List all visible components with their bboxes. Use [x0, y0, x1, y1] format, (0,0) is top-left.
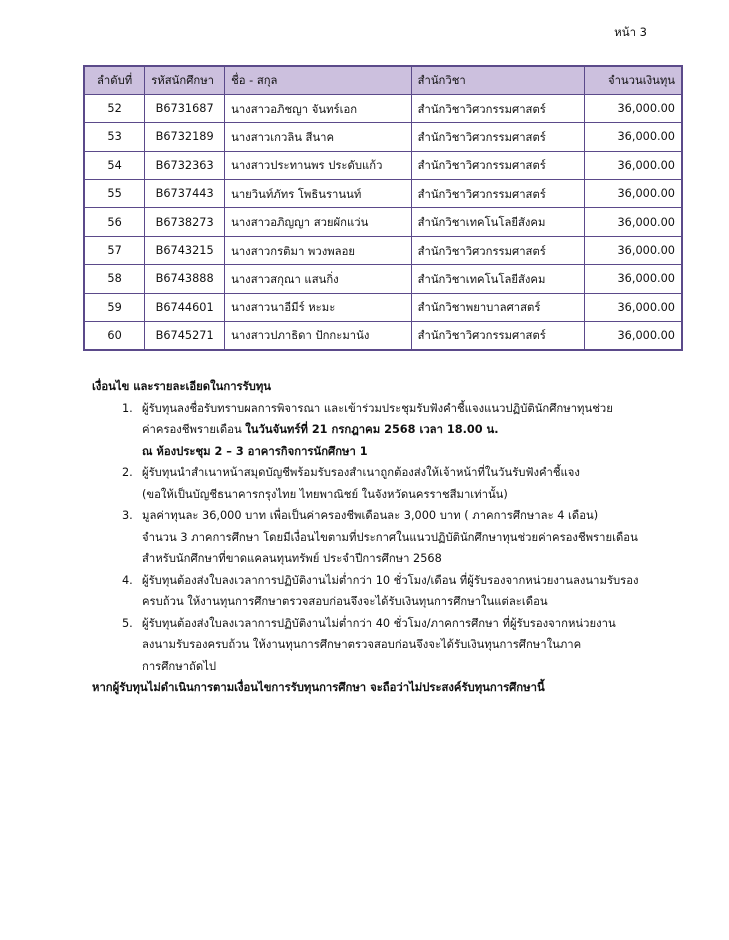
table-row: [84, 265, 682, 293]
table-body: [84, 94, 682, 350]
condition-line: [142, 634, 692, 656]
condition-number: 1.: [122, 401, 133, 415]
cell-school: สำนักวิชาเทคโนโลยีสังคม: [411, 208, 584, 236]
table-row: [84, 180, 682, 208]
cell-name: นายวินท์ภัทร โพธินรานนท์: [225, 180, 411, 208]
condition-line-emphasis: ณ ห้องประชุม 2 – 3 อาคารกิจการนักศึกษา 1: [142, 444, 368, 458]
cell-name: นางสาวกรติมา พวงพลอย: [225, 236, 411, 264]
cell-order: 56: [84, 208, 145, 236]
cell-student-id: B6731687: [145, 94, 225, 122]
table-row: [84, 208, 682, 236]
cell-school: สำนักวิชาวิศวกรรมศาสตร์: [411, 180, 584, 208]
condition-line-text: จำนวน 3 ภาคการศึกษา โดยมีเงื่อนไขตามที่ประกาศในแนวปฏิบัตินักศึกษาทุนช่วยค่าครองชีพรายเดือน: [142, 530, 638, 544]
cell-amount: 36,000.00: [584, 94, 682, 122]
condition-number: 4.: [122, 573, 133, 587]
cell-name: นางสาวปภาธิดา ปักกะมานัง: [225, 322, 411, 350]
table-row: [84, 123, 682, 151]
conditions-list: [92, 398, 692, 678]
condition-item: [92, 570, 692, 613]
cell-order: 57: [84, 236, 145, 264]
condition-line-text: สำหรับนักศึกษาที่ขาดแคลนทุนทรัพย์ ประจำปีการศึกษา 2568: [142, 552, 442, 565]
condition-line: [142, 527, 692, 549]
header-order: ลำดับที่: [84, 66, 145, 94]
condition-line-text: ผู้รับทุนต้องส่งใบลงเวลาการปฏิบัติงานไม่ต่ำกว่า 40 ชั่วโมง/ภาคการศึกษา ที่ผู้รับรองจากหน่วยงาน: [142, 616, 616, 630]
condition-line-text: ผู้รับทุนต้องส่งใบลงเวลาการปฏิบัติงานไม่ต่ำกว่า 10 ชั่วโมง/เดือน ที่ผู้รับรองจากหน่วยงานลงนามรับรอง: [142, 573, 639, 587]
cell-amount: 36,000.00: [584, 151, 682, 179]
cell-order: 52: [84, 94, 145, 122]
cell-order: 60: [84, 322, 145, 350]
condition-line: [142, 591, 692, 613]
cell-school: สำนักวิชาวิศวกรรมศาสตร์: [411, 322, 584, 350]
cell-school: สำนักวิชาวิศวกรรมศาสตร์: [411, 123, 584, 151]
condition-item: [92, 398, 692, 463]
cell-school: สำนักวิชาพยาบาลศาสตร์: [411, 293, 584, 321]
condition-line-text: ผู้รับทุนลงชื่อรับทราบผลการพิจารณา และเข้าร่วมประชุมรับฟังคำชี้แจงแนวปฏิบัตินักศึกษาทุนช่วย: [142, 401, 613, 415]
cell-school: สำนักวิชาวิศวกรรมศาสตร์: [411, 151, 584, 179]
cell-name: นางสาวประทานพร ประดับแก้ว: [225, 151, 411, 179]
condition-line: [142, 419, 692, 441]
condition-line: [142, 441, 692, 463]
condition-line-text: การศึกษาถัดไป: [142, 659, 217, 673]
table-row: [84, 151, 682, 179]
condition-line: [142, 505, 692, 527]
cell-name: นางสาวเกวลิน สีนาค: [225, 123, 411, 151]
cell-amount: 36,000.00: [584, 123, 682, 151]
condition-line: [142, 484, 692, 506]
header-amount: จำนวนเงินทุน: [584, 66, 682, 94]
cell-order: 53: [84, 123, 145, 151]
cell-name: นางสาวอภิชญา จันทร์เอก: [225, 94, 411, 122]
cell-amount: 36,000.00: [584, 322, 682, 350]
page-number: หน้า 3: [614, 25, 647, 39]
cell-student-id: B6743888: [145, 265, 225, 293]
condition-line-text: มูลค่าทุนละ 36,000 บาท เพื่อเป็นค่าครองชีพเดือนละ 3,000 บาท ( ภาคการศึกษาละ 4 เดือน): [142, 509, 599, 522]
cell-amount: 36,000.00: [584, 208, 682, 236]
cell-student-id: B6737443: [145, 180, 225, 208]
cell-student-id: B6743215: [145, 236, 225, 264]
condition-line: [142, 462, 692, 484]
condition-line-text: ผู้รับทุนนำสำเนาหน้าสมุดบัญชีพร้อมรับรองสำเนาถูกต้องส่งให้เจ้าหน้าที่ในวันรับฟังคำชี้แจง: [142, 466, 580, 479]
condition-line-emphasis: ในวันจันทร์ที่ 21 กรกฎาคม 2568 เวลา 18.00 น.: [245, 423, 499, 436]
table-row: [84, 293, 682, 321]
header-name: ชื่อ - สกุล: [225, 66, 411, 94]
condition-line: [142, 656, 692, 678]
table-header-row: [84, 66, 682, 94]
cell-name: นางสาวสกุณา แสนกิ่ง: [225, 265, 411, 293]
condition-item: [92, 613, 692, 678]
cell-school: สำนักวิชาเทคโนโลยีสังคม: [411, 265, 584, 293]
header-school: สำนักวิชา: [411, 66, 584, 94]
cell-school: สำนักวิชาวิศวกรรมศาสตร์: [411, 94, 584, 122]
condition-line: [142, 570, 692, 592]
cell-student-id: B6732363: [145, 151, 225, 179]
scholarship-recipients-table: [83, 65, 683, 351]
closing-statement: หากผู้รับทุนไม่ดำเนินการตามเงื่อนไขการรับทุนการศึกษา จะถือว่าไม่ประสงค์รับทุนการศึกษานี้: [92, 681, 545, 694]
cell-order: 54: [84, 151, 145, 179]
cell-name: นางสาวนาอีมีร์ หะมะ: [225, 293, 411, 321]
table-row: [84, 236, 682, 264]
condition-number: 2.: [122, 466, 133, 479]
condition-number: 5.: [122, 616, 133, 630]
conditions-section: [92, 376, 692, 699]
table-row: [84, 94, 682, 122]
cell-student-id: B6745271: [145, 322, 225, 350]
cell-amount: 36,000.00: [584, 180, 682, 208]
condition-line: [142, 613, 692, 635]
cell-amount: 36,000.00: [584, 293, 682, 321]
condition-item: [92, 462, 692, 505]
conditions-title: เงื่อนไข และรายละเอียดในการรับทุน: [92, 380, 272, 393]
condition-line-text: ครบถ้วน ให้งานทุนการศึกษาตรวจสอบก่อนจึงจะได้รับเงินทุนการศึกษาในแต่ละเดือน: [142, 595, 548, 608]
cell-order: 55: [84, 180, 145, 208]
cell-student-id: B6732189: [145, 123, 225, 151]
table-row: [84, 322, 682, 350]
condition-line: [142, 398, 692, 420]
cell-amount: 36,000.00: [584, 265, 682, 293]
cell-order: 58: [84, 265, 145, 293]
condition-item: [92, 505, 692, 570]
cell-student-id: B6738273: [145, 208, 225, 236]
cell-name: นางสาวอภิญญา สวยผักแว่น: [225, 208, 411, 236]
header-student-id: รหัสนักศึกษา: [145, 66, 225, 94]
condition-line: [142, 548, 692, 570]
condition-number: 3.: [122, 509, 133, 522]
condition-line-text: ค่าครองชีพรายเดือน: [142, 423, 246, 436]
condition-line-text: ลงนามรับรองครบถ้วน ให้งานทุนการศึกษาตรวจสอบก่อนจึงจะได้รับเงินทุนการศึกษาในภาค: [142, 638, 582, 651]
cell-school: สำนักวิชาวิศวกรรมศาสตร์: [411, 236, 584, 264]
condition-line-text: (ขอให้เป็นบัญชีธนาคารกรุงไทย ไทยพาณิชย์ ในจังหวัดนครราชสีมาเท่านั้น): [142, 487, 508, 501]
scholarship-table-container: [83, 65, 683, 351]
cell-amount: 36,000.00: [584, 236, 682, 264]
cell-student-id: B6744601: [145, 293, 225, 321]
cell-order: 59: [84, 293, 145, 321]
